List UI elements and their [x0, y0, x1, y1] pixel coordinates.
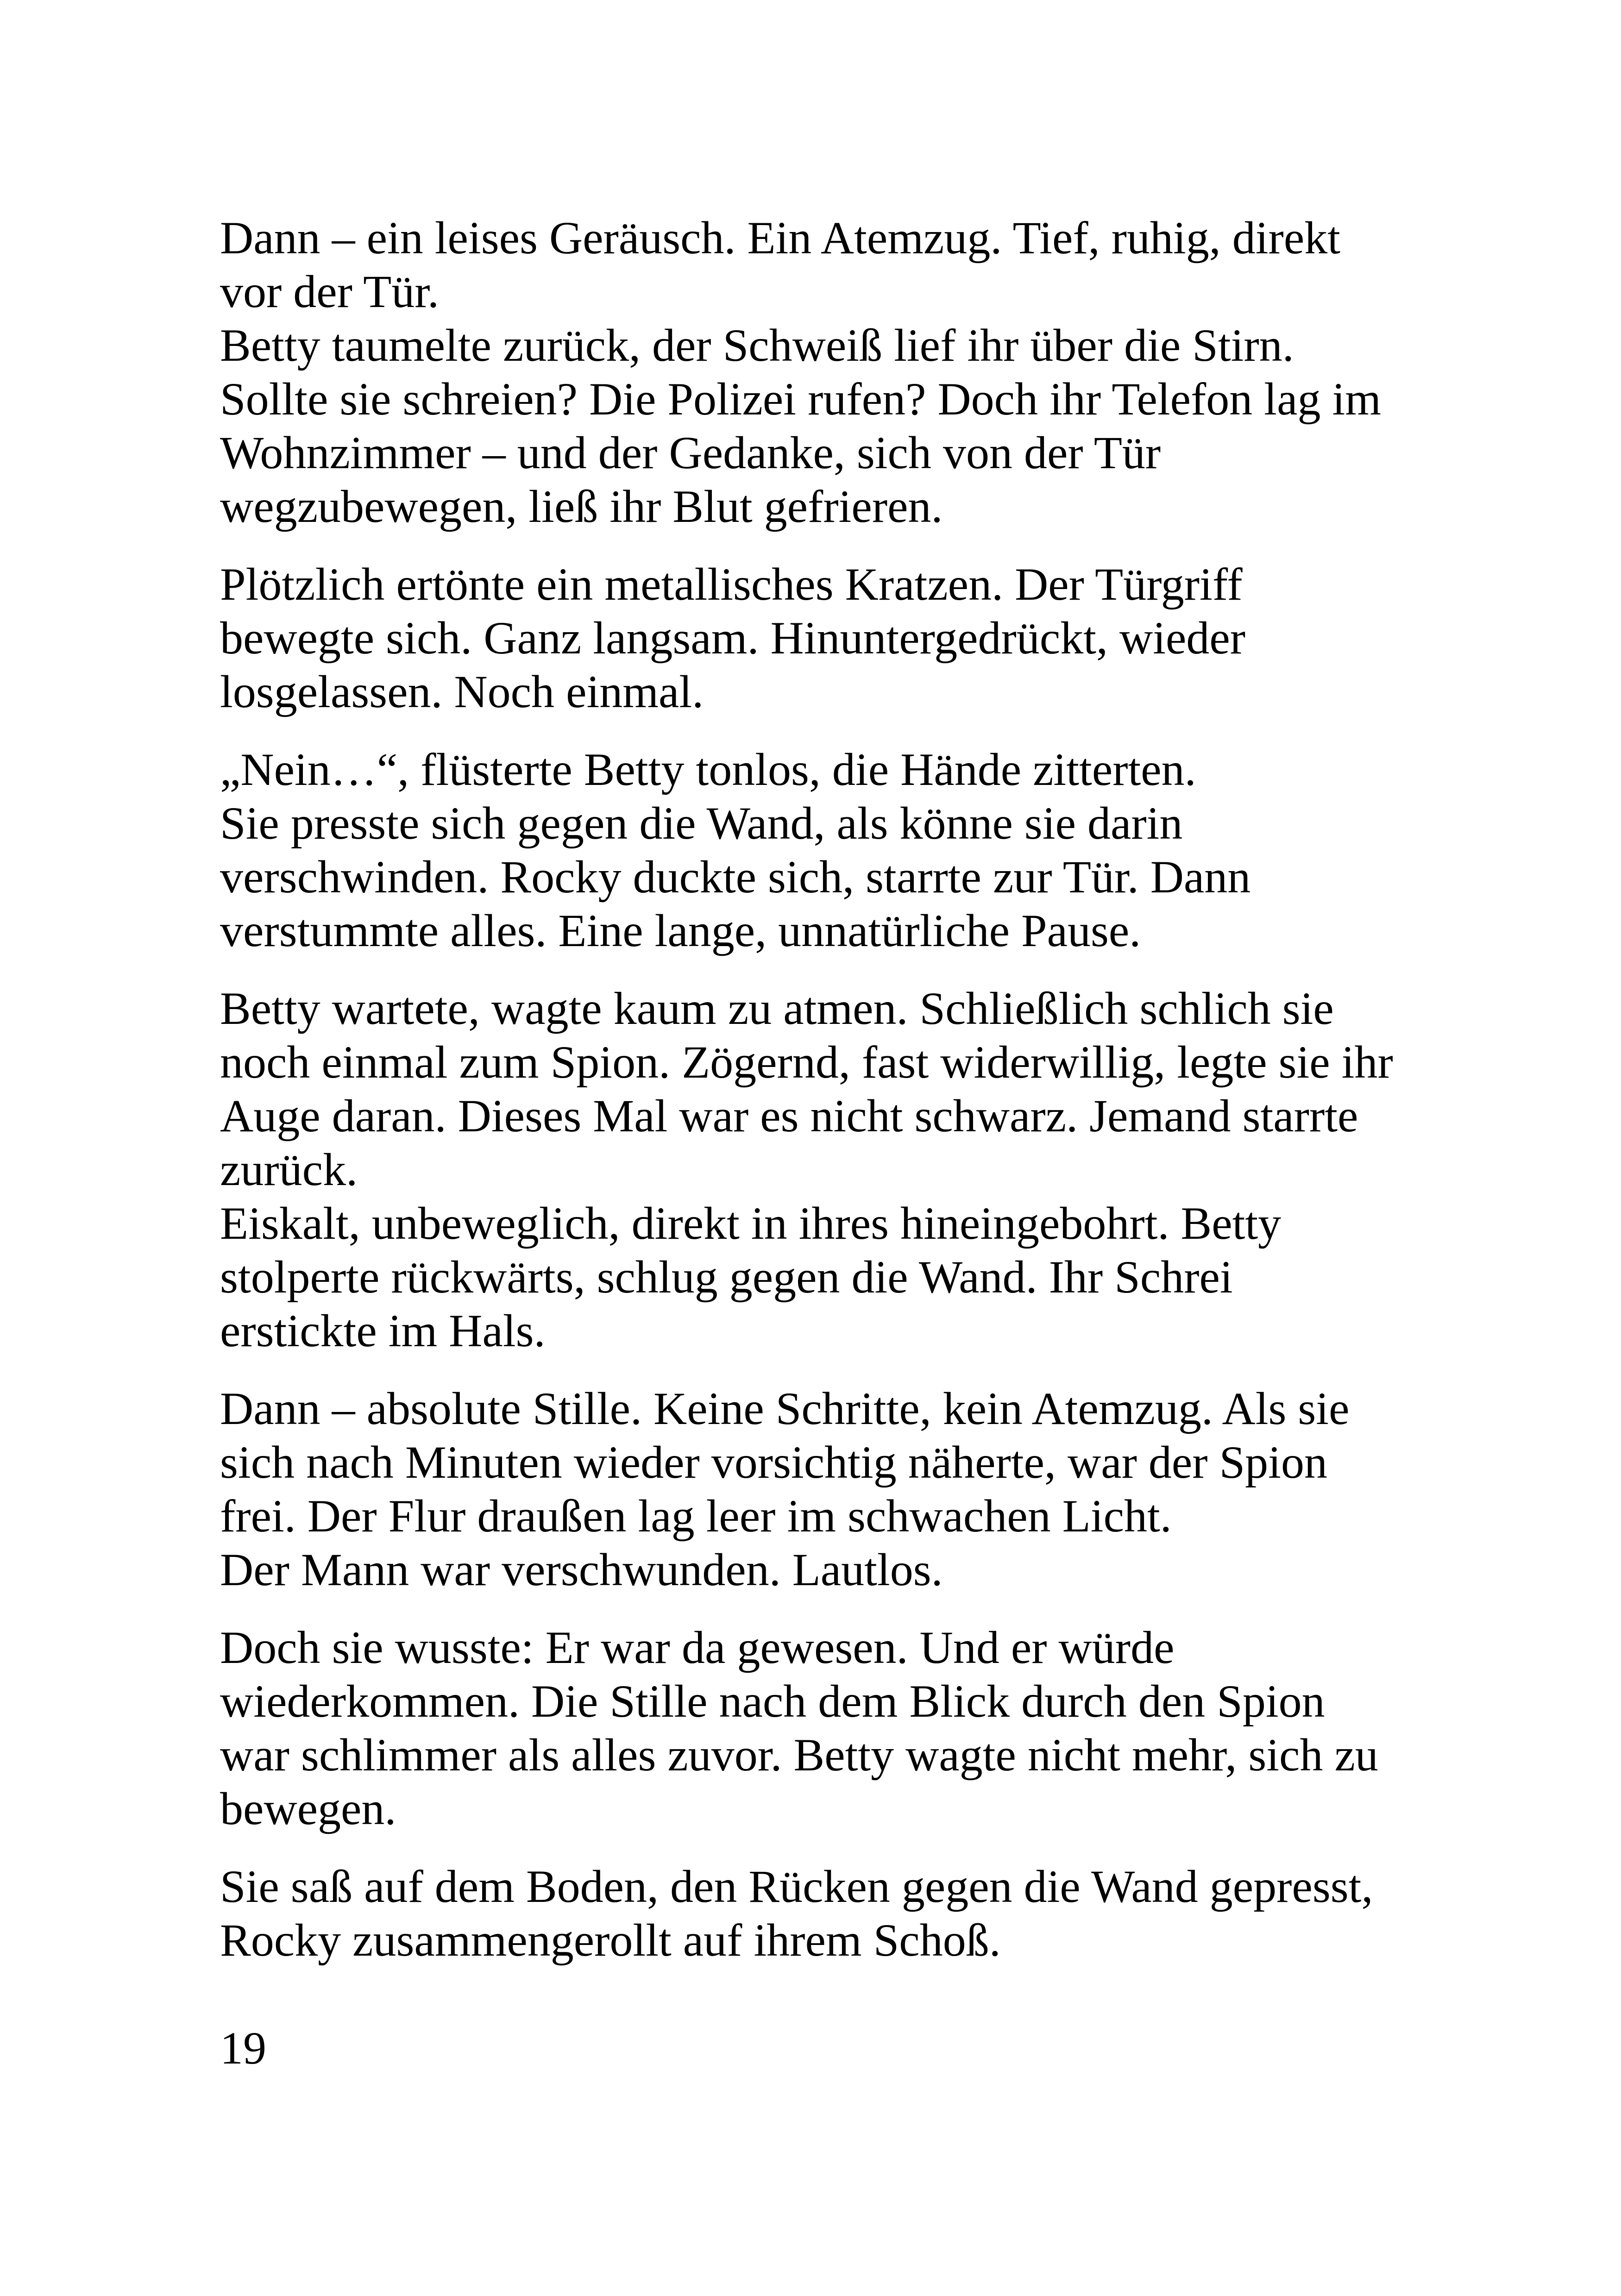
- text-line: erstickte im Hals.: [220, 1305, 546, 1356]
- paragraph: [220, 1621, 1424, 1836]
- text-line: stolperte rückwärts, schlug gegen die Wand. Ihr Schrei: [220, 1251, 1233, 1303]
- text-line: vor der Tür.: [220, 266, 440, 317]
- text-line: Rocky zusammengerollt auf ihrem Schoß.: [220, 1914, 1001, 1966]
- text-line: Der Mann war verschwunden. Lautlos.: [220, 1544, 943, 1595]
- text-line: Plötzlich ertönte ein metallisches Kratzen. Der Türgriff: [220, 558, 1243, 610]
- paragraph: [220, 743, 1424, 958]
- text-line: verschwinden. Rocky duckte sich, starrte zur Tür. Dann: [220, 851, 1251, 903]
- text-line: „Nein…“, flüsterte Betty tonlos, die Hände zitterten.: [220, 744, 1196, 795]
- text-line: bewegte sich. Ganz langsam. Hinuntergedrückt, wieder: [220, 612, 1246, 664]
- text-line: Wohnzimmer – und der Gedanke, sich von der Tür: [220, 427, 1161, 478]
- text-line: Doch sie wusste: Er war da gewesen. Und er würde: [220, 1622, 1175, 1673]
- text-line: verstummte alles. Eine lange, unnatürliche Pause.: [220, 905, 1141, 956]
- text-line: Betty wartete, wagte kaum zu atmen. Schließlich schlich sie: [220, 983, 1334, 1034]
- text-line: wiederkommen. Die Stille nach dem Blick durch den Spion: [220, 1675, 1325, 1727]
- paragraph: [220, 1860, 1424, 1967]
- text-line: losgelassen. Noch einmal.: [220, 666, 704, 717]
- text-line: Eiskalt, unbeweglich, direkt in ihres hineingebohrt. Betty: [220, 1198, 1282, 1249]
- paragraph: [220, 1382, 1424, 1597]
- text-line: wegzubewegen, ließ ihr Blut gefrieren.: [220, 481, 943, 532]
- text-line: Auge daran. Dieses Mal war es nicht schwarz. Jemand starrte: [220, 1090, 1358, 1142]
- text-line: Sollte sie schreien? Die Polizei rufen? Doch ihr Telefon lag im: [220, 373, 1382, 425]
- text-line: Sie presste sich gegen die Wand, als könne sie darin: [220, 797, 1183, 849]
- paragraph: [220, 211, 1424, 533]
- text-line: bewegen.: [220, 1783, 396, 1834]
- paragraph: [220, 558, 1424, 719]
- page-number: 19: [220, 2022, 266, 2074]
- text-line: war schlimmer als alles zuvor. Betty wagte nicht mehr, sich zu: [220, 1729, 1378, 1781]
- text-line: noch einmal zum Spion. Zögernd, fast widerwillig, legte sie ihr: [220, 1036, 1393, 1088]
- text-line: frei. Der Flur draußen lag leer im schwachen Licht.: [220, 1490, 1172, 1542]
- text-line: zurück.: [220, 1144, 358, 1195]
- text-line: Dann – absolute Stille. Keine Schritte, kein Atemzug. Als sie: [220, 1383, 1350, 1434]
- body-text: [220, 211, 1424, 1991]
- text-line: Dann – ein leises Geräusch. Ein Atemzug. Tief, ruhig, direkt: [220, 212, 1340, 263]
- text-line: Sie saß auf dem Boden, den Rücken gegen die Wand gepresst,: [220, 1861, 1373, 1912]
- text-line: Betty taumelte zurück, der Schweiß lief ihr über die Stirn.: [220, 320, 1294, 371]
- paragraph: [220, 982, 1424, 1358]
- text-line: sich nach Minuten wieder vorsichtig näherte, war der Spion: [220, 1437, 1327, 1488]
